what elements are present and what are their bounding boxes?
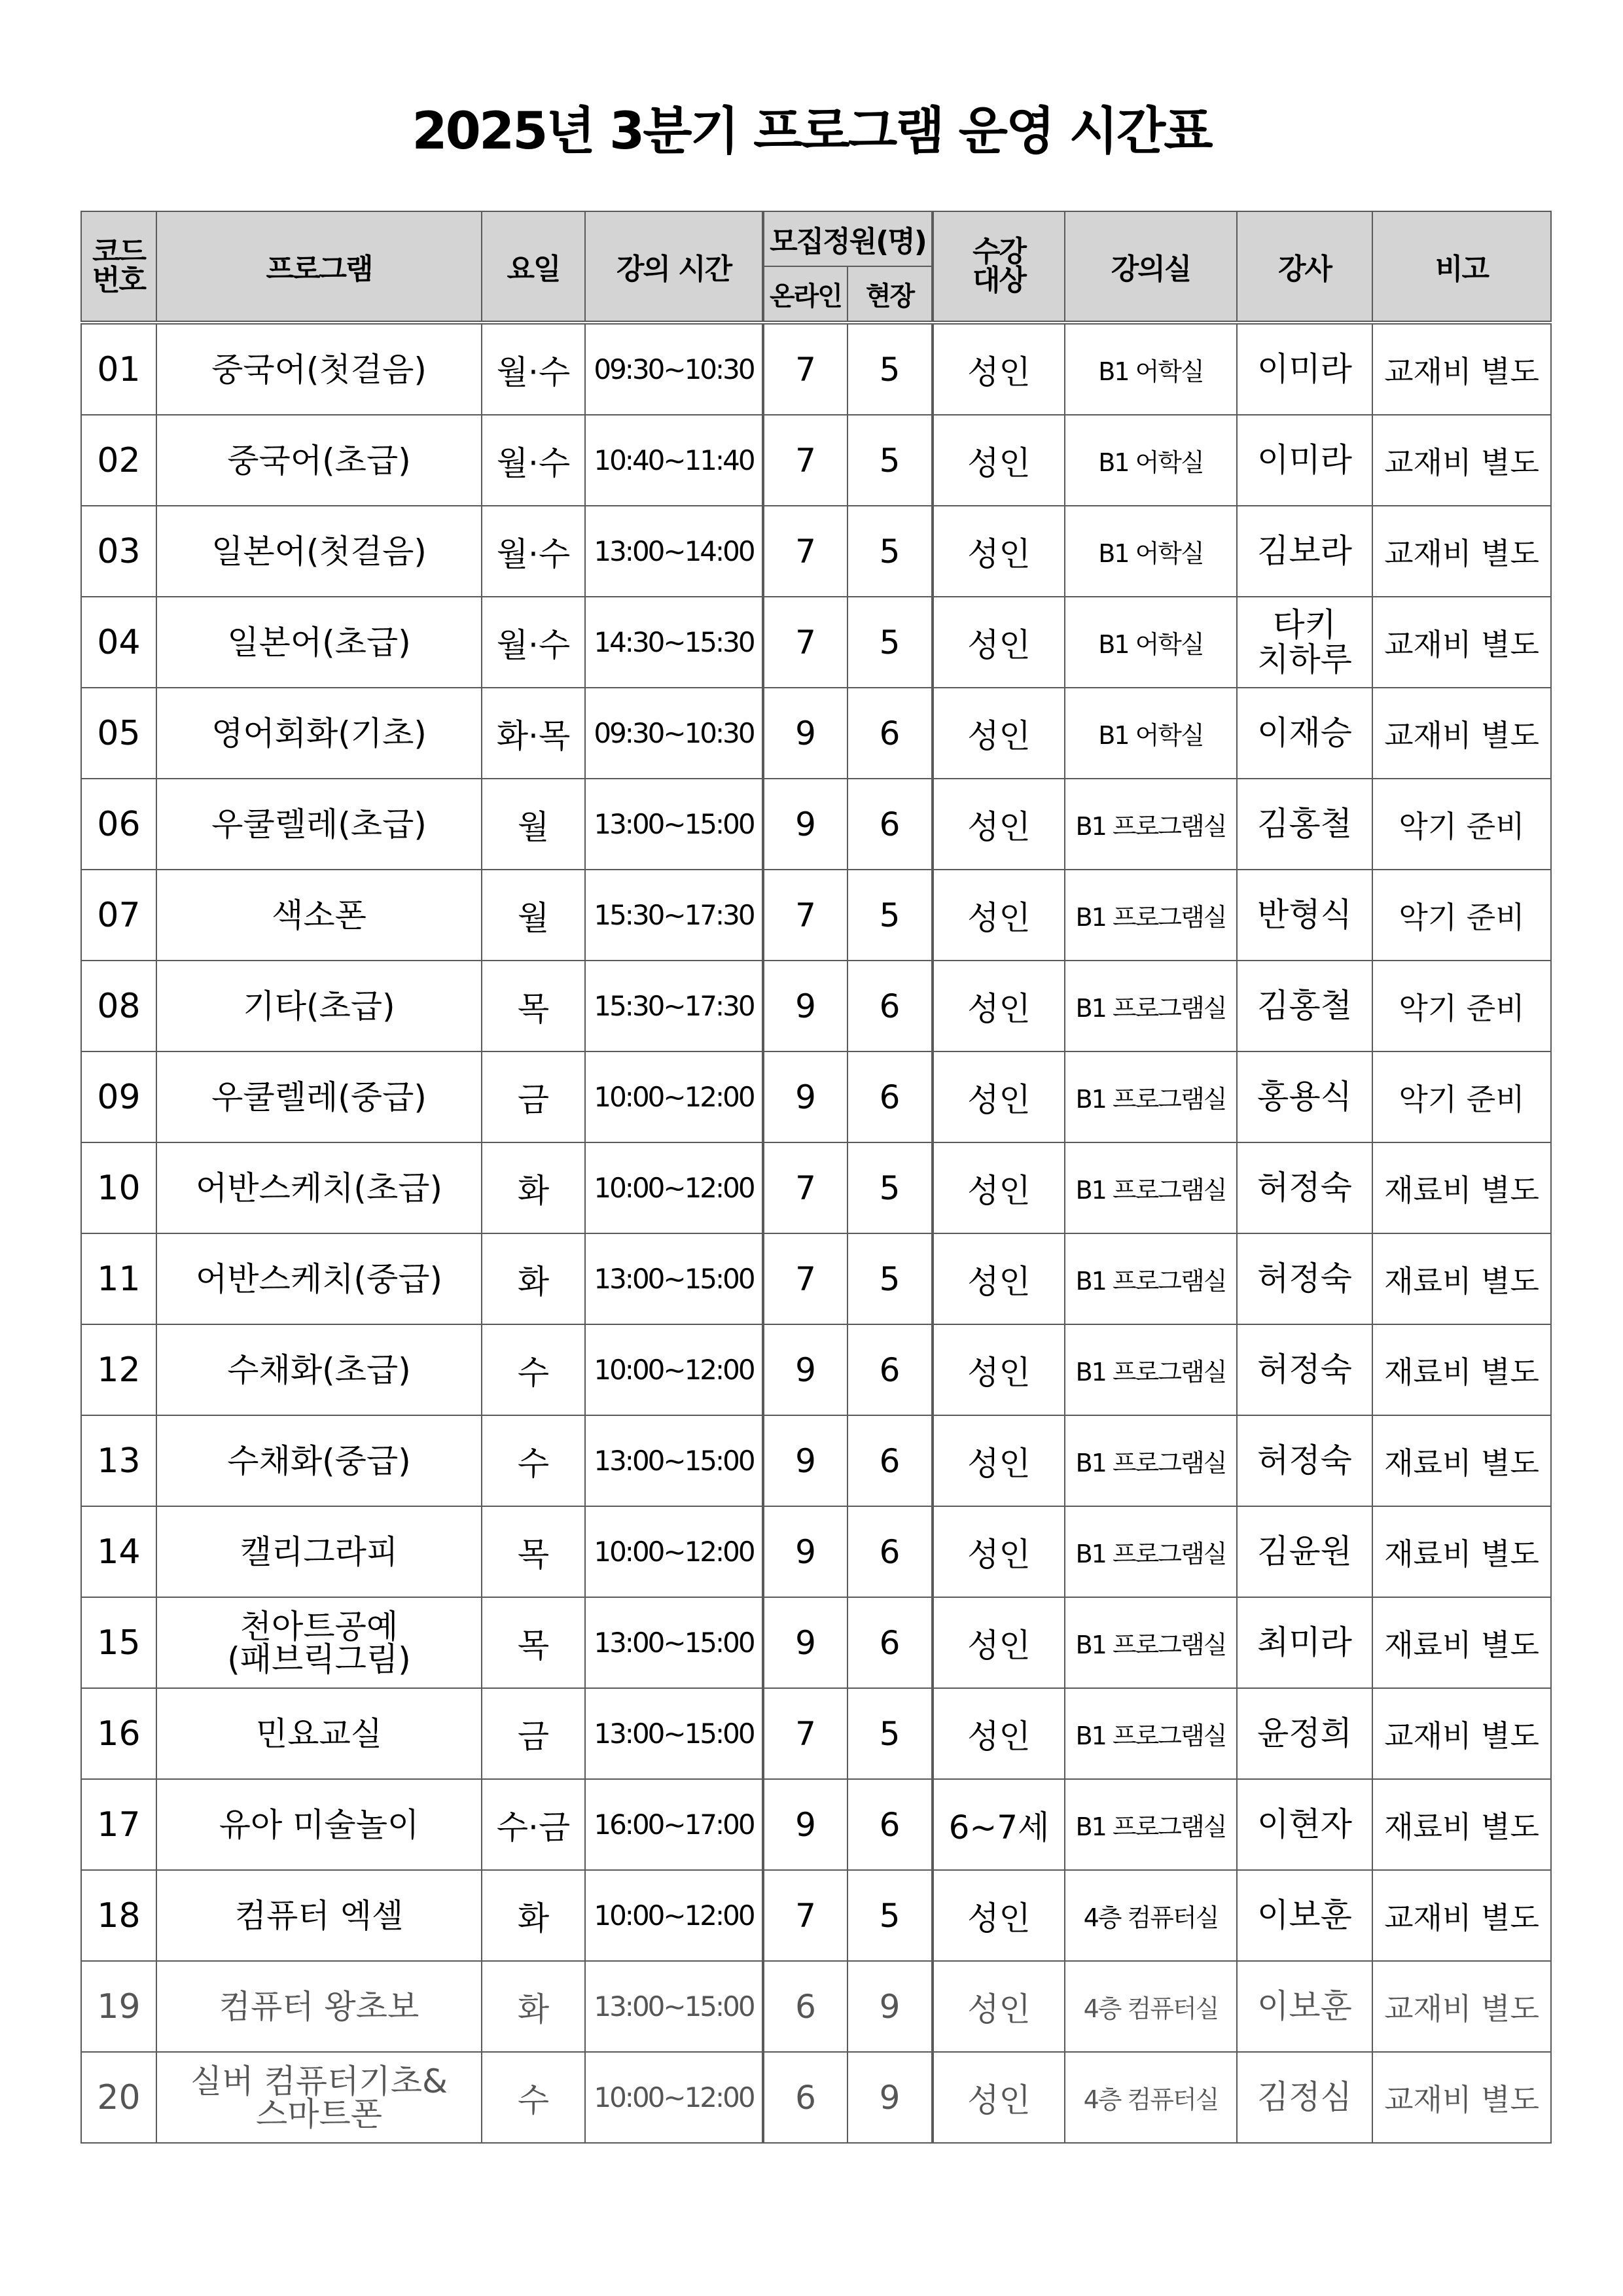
cell-room: B1 프로그램실 [1065, 870, 1237, 961]
cell-code: 04 [81, 597, 156, 688]
cell-target: 성인 [933, 1233, 1065, 1324]
cell-note: 재료비 별도 [1372, 1415, 1551, 1506]
cell-day: 수·금 [482, 1779, 585, 1870]
cell-instructor: 이현자 [1237, 1779, 1372, 1870]
header-online: 온라인 [763, 266, 847, 323]
cell-day: 목 [482, 961, 585, 1051]
cell-onsite: 6 [847, 1051, 933, 1142]
cell-online: 9 [763, 1051, 847, 1142]
cell-time: 10:00~12:00 [585, 1870, 763, 1961]
cell-program: 유아 미술놀이 [156, 1779, 482, 1870]
cell-program: 수채화(초급) [156, 1324, 482, 1415]
cell-instructor: 허정숙 [1237, 1142, 1372, 1233]
cell-code: 11 [81, 1233, 156, 1324]
cell-instructor: 김홍철 [1237, 779, 1372, 870]
cell-note: 교재비 별도 [1372, 506, 1551, 597]
cell-note: 교재비 별도 [1372, 597, 1551, 688]
cell-online: 7 [763, 1233, 847, 1324]
cell-onsite: 5 [847, 1233, 933, 1324]
cell-program: 실버 컴퓨터기초& 스마트폰 [156, 2052, 482, 2143]
cell-code: 14 [81, 1506, 156, 1597]
cell-onsite: 6 [847, 1506, 933, 1597]
cell-code: 09 [81, 1051, 156, 1142]
cell-note: 교재비 별도 [1372, 2052, 1551, 2143]
cell-onsite: 5 [847, 415, 933, 506]
table-row [81, 870, 1551, 961]
table-row [81, 597, 1551, 688]
cell-code: 02 [81, 415, 156, 506]
cell-time: 14:30~15:30 [585, 597, 763, 688]
table-row [81, 1415, 1551, 1506]
header-capacity: 모집정원(명) [763, 211, 933, 266]
cell-online: 6 [763, 1961, 847, 2052]
cell-onsite: 5 [847, 1870, 933, 1961]
cell-target: 성인 [933, 415, 1065, 506]
cell-code: 06 [81, 779, 156, 870]
cell-target: 성인 [933, 870, 1065, 961]
cell-code: 16 [81, 1688, 156, 1779]
cell-program: 중국어(초급) [156, 415, 482, 506]
cell-time: 09:30~10:30 [585, 323, 763, 415]
cell-program: 우쿨렐레(중급) [156, 1051, 482, 1142]
table-row [81, 1506, 1551, 1597]
cell-target: 성인 [933, 1961, 1065, 2052]
cell-onsite: 5 [847, 597, 933, 688]
cell-day: 화·목 [482, 688, 585, 779]
cell-onsite: 9 [847, 1961, 933, 2052]
cell-target: 성인 [933, 2052, 1065, 2143]
table-row [81, 323, 1551, 415]
cell-program: 어반스케치(초급) [156, 1142, 482, 1233]
cell-target: 성인 [933, 597, 1065, 688]
cell-day: 화 [482, 1233, 585, 1324]
table-row [81, 1051, 1551, 1142]
cell-room: B1 어학실 [1065, 597, 1237, 688]
cell-room: B1 어학실 [1065, 506, 1237, 597]
cell-room: B1 어학실 [1065, 415, 1237, 506]
header-note: 비고 [1372, 211, 1551, 323]
cell-room: B1 프로그램실 [1065, 1506, 1237, 1597]
cell-online: 7 [763, 506, 847, 597]
cell-onsite: 5 [847, 1142, 933, 1233]
cell-code: 20 [81, 2052, 156, 2143]
cell-time: 13:00~15:00 [585, 779, 763, 870]
cell-room: B1 어학실 [1065, 688, 1237, 779]
table-row [81, 1597, 1551, 1688]
cell-program: 민요교실 [156, 1688, 482, 1779]
cell-note: 재료비 별도 [1372, 1324, 1551, 1415]
cell-online: 6 [763, 2052, 847, 2143]
cell-instructor: 허정숙 [1237, 1415, 1372, 1506]
page-title: 2025년 3분기 프로그램 운영 시간표 [412, 102, 1211, 161]
cell-note: 교재비 별도 [1372, 1870, 1551, 1961]
cell-code: 19 [81, 1961, 156, 2052]
cell-program: 일본어(첫걸음) [156, 506, 482, 597]
cell-time: 13:00~15:00 [585, 1415, 763, 1506]
cell-room: B1 프로그램실 [1065, 1142, 1237, 1233]
cell-instructor: 김보라 [1237, 506, 1372, 597]
cell-online: 9 [763, 961, 847, 1051]
table-row [81, 2052, 1551, 2143]
header-day: 요일 [482, 211, 585, 323]
cell-instructor: 허정숙 [1237, 1233, 1372, 1324]
table-row [81, 961, 1551, 1051]
header-room: 강의실 [1065, 211, 1237, 323]
cell-day: 수 [482, 2052, 585, 2143]
cell-target: 성인 [933, 1415, 1065, 1506]
cell-program: 영어회화(기초) [156, 688, 482, 779]
cell-code: 03 [81, 506, 156, 597]
cell-day: 월·수 [482, 323, 585, 415]
cell-time: 15:30~17:30 [585, 870, 763, 961]
cell-time: 10:40~11:40 [585, 415, 763, 506]
cell-instructor: 최미라 [1237, 1597, 1372, 1688]
header-code: 코드 번호 [81, 211, 156, 323]
cell-note: 교재비 별도 [1372, 1961, 1551, 2052]
cell-target: 성인 [933, 1051, 1065, 1142]
cell-online: 7 [763, 870, 847, 961]
cell-online: 7 [763, 323, 847, 415]
cell-program: 수채화(중급) [156, 1415, 482, 1506]
cell-program: 캘리그라피 [156, 1506, 482, 1597]
cell-onsite: 6 [847, 1324, 933, 1415]
cell-onsite: 6 [847, 1779, 933, 1870]
cell-instructor: 타키 치하루 [1237, 597, 1372, 688]
cell-room: B1 프로그램실 [1065, 1051, 1237, 1142]
cell-code: 01 [81, 323, 156, 415]
table-body [81, 323, 1551, 2143]
cell-room: 4층 컴퓨터실 [1065, 1870, 1237, 1961]
cell-room: B1 프로그램실 [1065, 1779, 1237, 1870]
cell-online: 9 [763, 1415, 847, 1506]
cell-code: 08 [81, 961, 156, 1051]
cell-code: 05 [81, 688, 156, 779]
cell-note: 악기 준비 [1372, 1051, 1551, 1142]
cell-instructor: 김정심 [1237, 2052, 1372, 2143]
cell-onsite: 5 [847, 870, 933, 961]
cell-time: 15:30~17:30 [585, 961, 763, 1051]
cell-room: B1 프로그램실 [1065, 1597, 1237, 1688]
cell-time: 10:00~12:00 [585, 1142, 763, 1233]
cell-time: 13:00~15:00 [585, 1233, 763, 1324]
cell-online: 9 [763, 1597, 847, 1688]
cell-day: 수 [482, 1324, 585, 1415]
cell-program: 컴퓨터 왕초보 [156, 1961, 482, 2052]
cell-target: 성인 [933, 1597, 1065, 1688]
header-target: 수강 대상 [933, 211, 1065, 323]
cell-instructor: 윤정희 [1237, 1688, 1372, 1779]
cell-online: 7 [763, 1688, 847, 1779]
table-row [81, 1142, 1551, 1233]
table-row [81, 1779, 1551, 1870]
cell-note: 재료비 별도 [1372, 1506, 1551, 1597]
cell-program: 천아트공예 (패브릭그림) [156, 1597, 482, 1688]
cell-onsite: 5 [847, 506, 933, 597]
cell-program: 중국어(첫걸음) [156, 323, 482, 415]
cell-note: 교재비 별도 [1372, 323, 1551, 415]
cell-onsite: 5 [847, 323, 933, 415]
table-row [81, 415, 1551, 506]
cell-day: 화 [482, 1142, 585, 1233]
cell-room: B1 프로그램실 [1065, 1415, 1237, 1506]
cell-target: 6~7세 [933, 1779, 1065, 1870]
cell-room: B1 프로그램실 [1065, 1324, 1237, 1415]
cell-room: B1 프로그램실 [1065, 961, 1237, 1051]
cell-note: 악기 준비 [1372, 870, 1551, 961]
cell-time: 13:00~15:00 [585, 1688, 763, 1779]
cell-instructor: 김윤원 [1237, 1506, 1372, 1597]
cell-time: 16:00~17:00 [585, 1779, 763, 1870]
cell-code: 18 [81, 1870, 156, 1961]
cell-time: 10:00~12:00 [585, 1051, 763, 1142]
table-row [81, 1961, 1551, 2052]
cell-target: 성인 [933, 779, 1065, 870]
cell-code: 07 [81, 870, 156, 961]
cell-code: 12 [81, 1324, 156, 1415]
cell-online: 9 [763, 1779, 847, 1870]
cell-day: 화 [482, 1961, 585, 2052]
cell-instructor: 이미라 [1237, 323, 1372, 415]
cell-online: 7 [763, 597, 847, 688]
table-row [81, 1324, 1551, 1415]
cell-onsite: 5 [847, 1688, 933, 1779]
header-program: 프로그램 [156, 211, 482, 323]
cell-day: 월 [482, 779, 585, 870]
header-instructor: 강사 [1237, 211, 1372, 323]
cell-online: 7 [763, 1870, 847, 1961]
cell-online: 7 [763, 1142, 847, 1233]
cell-target: 성인 [933, 1324, 1065, 1415]
cell-day: 월 [482, 870, 585, 961]
cell-note: 재료비 별도 [1372, 1779, 1551, 1870]
cell-instructor: 이미라 [1237, 415, 1372, 506]
cell-time: 10:00~12:00 [585, 1324, 763, 1415]
cell-target: 성인 [933, 1142, 1065, 1233]
cell-day: 월·수 [482, 597, 585, 688]
cell-target: 성인 [933, 1688, 1065, 1779]
cell-time: 10:00~12:00 [585, 2052, 763, 2143]
cell-onsite: 6 [847, 1415, 933, 1506]
cell-program: 기타(초급) [156, 961, 482, 1051]
cell-time: 10:00~12:00 [585, 1506, 763, 1597]
cell-note: 악기 준비 [1372, 779, 1551, 870]
cell-online: 7 [763, 415, 847, 506]
header-onsite: 현장 [847, 266, 933, 323]
cell-code: 15 [81, 1597, 156, 1688]
cell-onsite: 9 [847, 2052, 933, 2143]
cell-onsite: 6 [847, 779, 933, 870]
cell-day: 목 [482, 1597, 585, 1688]
cell-room: B1 프로그램실 [1065, 1688, 1237, 1779]
table-row [81, 688, 1551, 779]
cell-instructor: 이재승 [1237, 688, 1372, 779]
cell-program: 우쿨렐레(초급) [156, 779, 482, 870]
table-row [81, 779, 1551, 870]
cell-note: 재료비 별도 [1372, 1233, 1551, 1324]
cell-instructor: 반형식 [1237, 870, 1372, 961]
cell-online: 9 [763, 1506, 847, 1597]
table-header [81, 211, 1551, 323]
cell-day: 월·수 [482, 506, 585, 597]
cell-program: 색소폰 [156, 870, 482, 961]
cell-instructor: 김홍철 [1237, 961, 1372, 1051]
cell-day: 수 [482, 1415, 585, 1506]
cell-time: 13:00~15:00 [585, 1597, 763, 1688]
cell-code: 17 [81, 1779, 156, 1870]
cell-room: B1 어학실 [1065, 323, 1237, 415]
cell-online: 9 [763, 1324, 847, 1415]
cell-room: B1 프로그램실 [1065, 779, 1237, 870]
cell-time: 13:00~15:00 [585, 1961, 763, 2052]
cell-note: 교재비 별도 [1372, 1688, 1551, 1779]
cell-program: 컴퓨터 엑셀 [156, 1870, 482, 1961]
cell-instructor: 이보훈 [1237, 1961, 1372, 2052]
cell-note: 악기 준비 [1372, 961, 1551, 1051]
cell-day: 목 [482, 1506, 585, 1597]
cell-day: 금 [482, 1688, 585, 1779]
cell-target: 성인 [933, 688, 1065, 779]
cell-code: 10 [81, 1142, 156, 1233]
table-row [81, 1233, 1551, 1324]
cell-program: 어반스케치(중급) [156, 1233, 482, 1324]
cell-day: 금 [482, 1051, 585, 1142]
cell-online: 9 [763, 688, 847, 779]
cell-program: 일본어(초급) [156, 597, 482, 688]
table-row [81, 1870, 1551, 1961]
cell-code: 13 [81, 1415, 156, 1506]
cell-target: 성인 [933, 961, 1065, 1051]
cell-instructor: 이보훈 [1237, 1870, 1372, 1961]
cell-time: 09:30~10:30 [585, 688, 763, 779]
cell-time: 13:00~14:00 [585, 506, 763, 597]
cell-onsite: 6 [847, 1597, 933, 1688]
cell-note: 교재비 별도 [1372, 415, 1551, 506]
table-row [81, 1688, 1551, 1779]
cell-note: 재료비 별도 [1372, 1597, 1551, 1688]
table-row [81, 506, 1551, 597]
cell-room: 4층 컴퓨터실 [1065, 2052, 1237, 2143]
cell-instructor: 홍용식 [1237, 1051, 1372, 1142]
cell-onsite: 6 [847, 961, 933, 1051]
cell-room: B1 프로그램실 [1065, 1233, 1237, 1324]
cell-room: 4층 컴퓨터실 [1065, 1961, 1237, 2052]
cell-onsite: 6 [847, 688, 933, 779]
cell-online: 9 [763, 779, 847, 870]
cell-target: 성인 [933, 1870, 1065, 1961]
cell-target: 성인 [933, 506, 1065, 597]
cell-note: 교재비 별도 [1372, 688, 1551, 779]
cell-instructor: 허정숙 [1237, 1324, 1372, 1415]
header-time: 강의 시간 [585, 211, 763, 323]
cell-target: 성인 [933, 1506, 1065, 1597]
cell-day: 화 [482, 1870, 585, 1961]
schedule-table [80, 211, 1552, 2144]
cell-target: 성인 [933, 323, 1065, 415]
cell-day: 월·수 [482, 415, 585, 506]
cell-note: 재료비 별도 [1372, 1142, 1551, 1233]
